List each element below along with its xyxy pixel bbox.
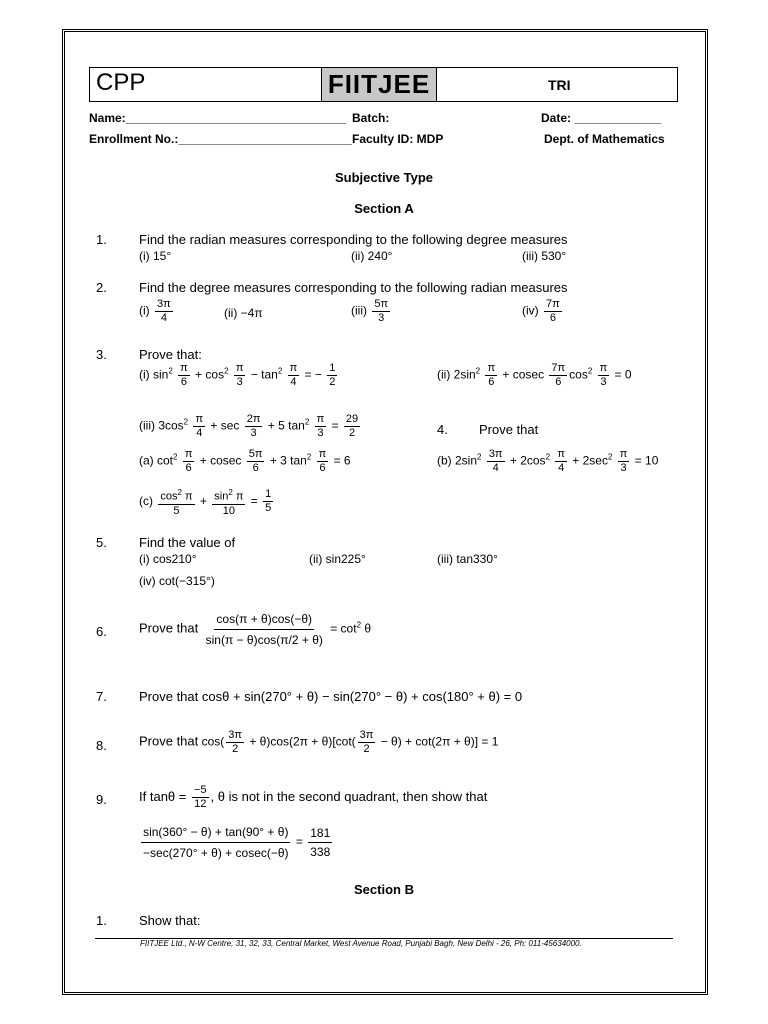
q5-number: 5. [96, 535, 107, 550]
q6-text: Prove that [139, 620, 199, 636]
q4-text: Prove that [479, 422, 539, 437]
q9-text2: θ is not in the second quadrant, then show that [217, 788, 488, 804]
q2-iv-label: (iv) [522, 303, 539, 318]
q6-expr: Prove that $\frac{\cos(\pi + \theta)\cos(-\theta)}{\sin(\pi - \theta)\cos(\pi/2 + \theta)}$ = $\cot^2 \theta$ [139, 609, 371, 650]
q8-number: 8. [96, 738, 107, 753]
q2-i-num: 3π [157, 298, 171, 310]
section-b-heading: Section B [354, 882, 414, 897]
q3-iii-expr: (iii) $3\cos^2$ $\frac{\pi}{4}$ + sec $\frac{2\pi}{3}$ + 5 $\tan^2$ $\frac{\pi}{3}$ = $\frac{29}{2}$ [139, 413, 359, 439]
q9-number: 9. [96, 792, 107, 807]
q7-number: 7. [96, 689, 107, 704]
q2-iv-num: 7π [546, 298, 560, 310]
q3-text: Prove that: [139, 347, 202, 362]
q1-i: (i) 15° [139, 249, 172, 263]
date-label: Date: _____________ [541, 111, 662, 125]
q7-line [139, 689, 522, 704]
q3-i-expr: (i) $\sin^2$ $\frac{\pi}{6}$ + $\cos^2$ $\frac{\pi}{3}$ − $\tan^2$ $\frac{\pi}{4}$ = − $\frac{1}{2}$ [139, 362, 336, 388]
q3-ii-expr: (ii) $2\sin^2$ $\frac{\pi}{6}$ + cosec $\frac{7\pi}{6}$ $\cos^2$ $\frac{\pi}{3}$ = 0 [437, 362, 632, 388]
section-a-heading: Section A [354, 201, 414, 216]
q2-iv [522, 298, 564, 325]
footer-address: FIITJEE Ltd., N-W Centre, 31, 32, 33, Central Market, West Avenue Road, Punjabi Bagh, New Delhi - 26, Ph: 011-45634000. [140, 939, 582, 948]
dept-label: Dept. of Mathematics [544, 132, 665, 146]
q9-line: If tanθ = $\frac{-5}{12}$ , θ is not in the second quadrant, then show that [139, 784, 488, 810]
name-label: Name:_________________________________ [89, 111, 346, 125]
q6-number: 6. [96, 624, 107, 639]
q2-number: 2. [96, 280, 107, 295]
header-cpp: CPP [96, 69, 146, 96]
q7-text: Prove that [139, 689, 199, 704]
q4-a-expr: (a) $\cot^2$ $\frac{\pi}{6}$ + cosec $\frac{5\pi}{6}$ + 3 $\tan^2$ $\frac{\pi}{6}$ = 6 [139, 448, 351, 474]
q5-iii: (iii) tan330° [437, 552, 498, 566]
q1-text: Find the radian measures corresponding to the following degree measures [139, 232, 568, 247]
q5-iv: (iv) cot(−315°) [139, 574, 215, 588]
q5-text: Find the value of [139, 535, 236, 550]
q2-i-label: (i) [139, 303, 150, 318]
q2-iii-den: 3 [378, 312, 385, 324]
subjective-type-heading: Subjective Type [334, 170, 433, 185]
q7-expr: cosθ + sin(270° + θ) − sin(270° − θ) + cos(180° + θ) = 0 [201, 689, 523, 704]
q2-iii [351, 298, 392, 325]
faculty-label: Faculty ID: MDP [352, 132, 444, 146]
q8-expr: Prove that cos( $\frac{3\pi}{2}$ + θ)cos(2π + θ)[cot( $\frac{3\pi}{2}$ − θ) + cot(2π + θ)] = 1 [139, 729, 499, 755]
q2-i [139, 298, 175, 325]
q4-c-expr: (c) $\frac{\cos^2 \pi}{5}$ + $\frac{\sin^2 \pi}{10}$ = $\frac{1}{5}$ [139, 488, 272, 517]
q2-iii-label: (iii) [351, 303, 367, 318]
q9-expr: $\frac{\sin(360^\circ - \theta) + \tan(90^\circ + \theta)}{-\sec(270^\circ + \theta) + cosec(-\theta)}$ = $\frac{181}{338}$ [139, 822, 334, 863]
q1-iii: (iii) 530° [522, 249, 567, 263]
q2-text: Find the degree measures corresponding to the following radian measures [139, 280, 568, 295]
q5-i: (i) cos210° [139, 552, 197, 566]
q1-ii: (ii) 240° [351, 249, 393, 263]
q2-i-den: 4 [160, 312, 167, 324]
q5-ii: (ii) sin225° [309, 552, 366, 566]
batch-label: Batch: [352, 111, 390, 125]
q2-iii-num: 5π [374, 298, 389, 310]
q4-b-expr: (b) $2\sin^2$ $\frac{3\pi}{4}$ + $2\cos^2$ $\frac{\pi}{4}$ + $2\sec^2$ $\frac{\pi}{3}$ = 10 [437, 448, 659, 474]
q9-text: If [139, 788, 147, 804]
q2-iv-den: 6 [549, 312, 556, 324]
header-fiitjee-logo: FIITJEE [321, 68, 437, 101]
q3-number: 3. [96, 347, 107, 362]
header-tri: TRI [548, 77, 571, 93]
b1-text: Show that: [139, 913, 201, 928]
q4-number: 4. [437, 422, 448, 437]
enrollment-label: Enrollment No.:__________________________ [89, 132, 352, 146]
q2-ii: (ii) −4π [224, 306, 263, 320]
q8-text: Prove that [139, 733, 199, 749]
b1-number: 1. [96, 913, 107, 928]
q1-number: 1. [96, 232, 107, 247]
